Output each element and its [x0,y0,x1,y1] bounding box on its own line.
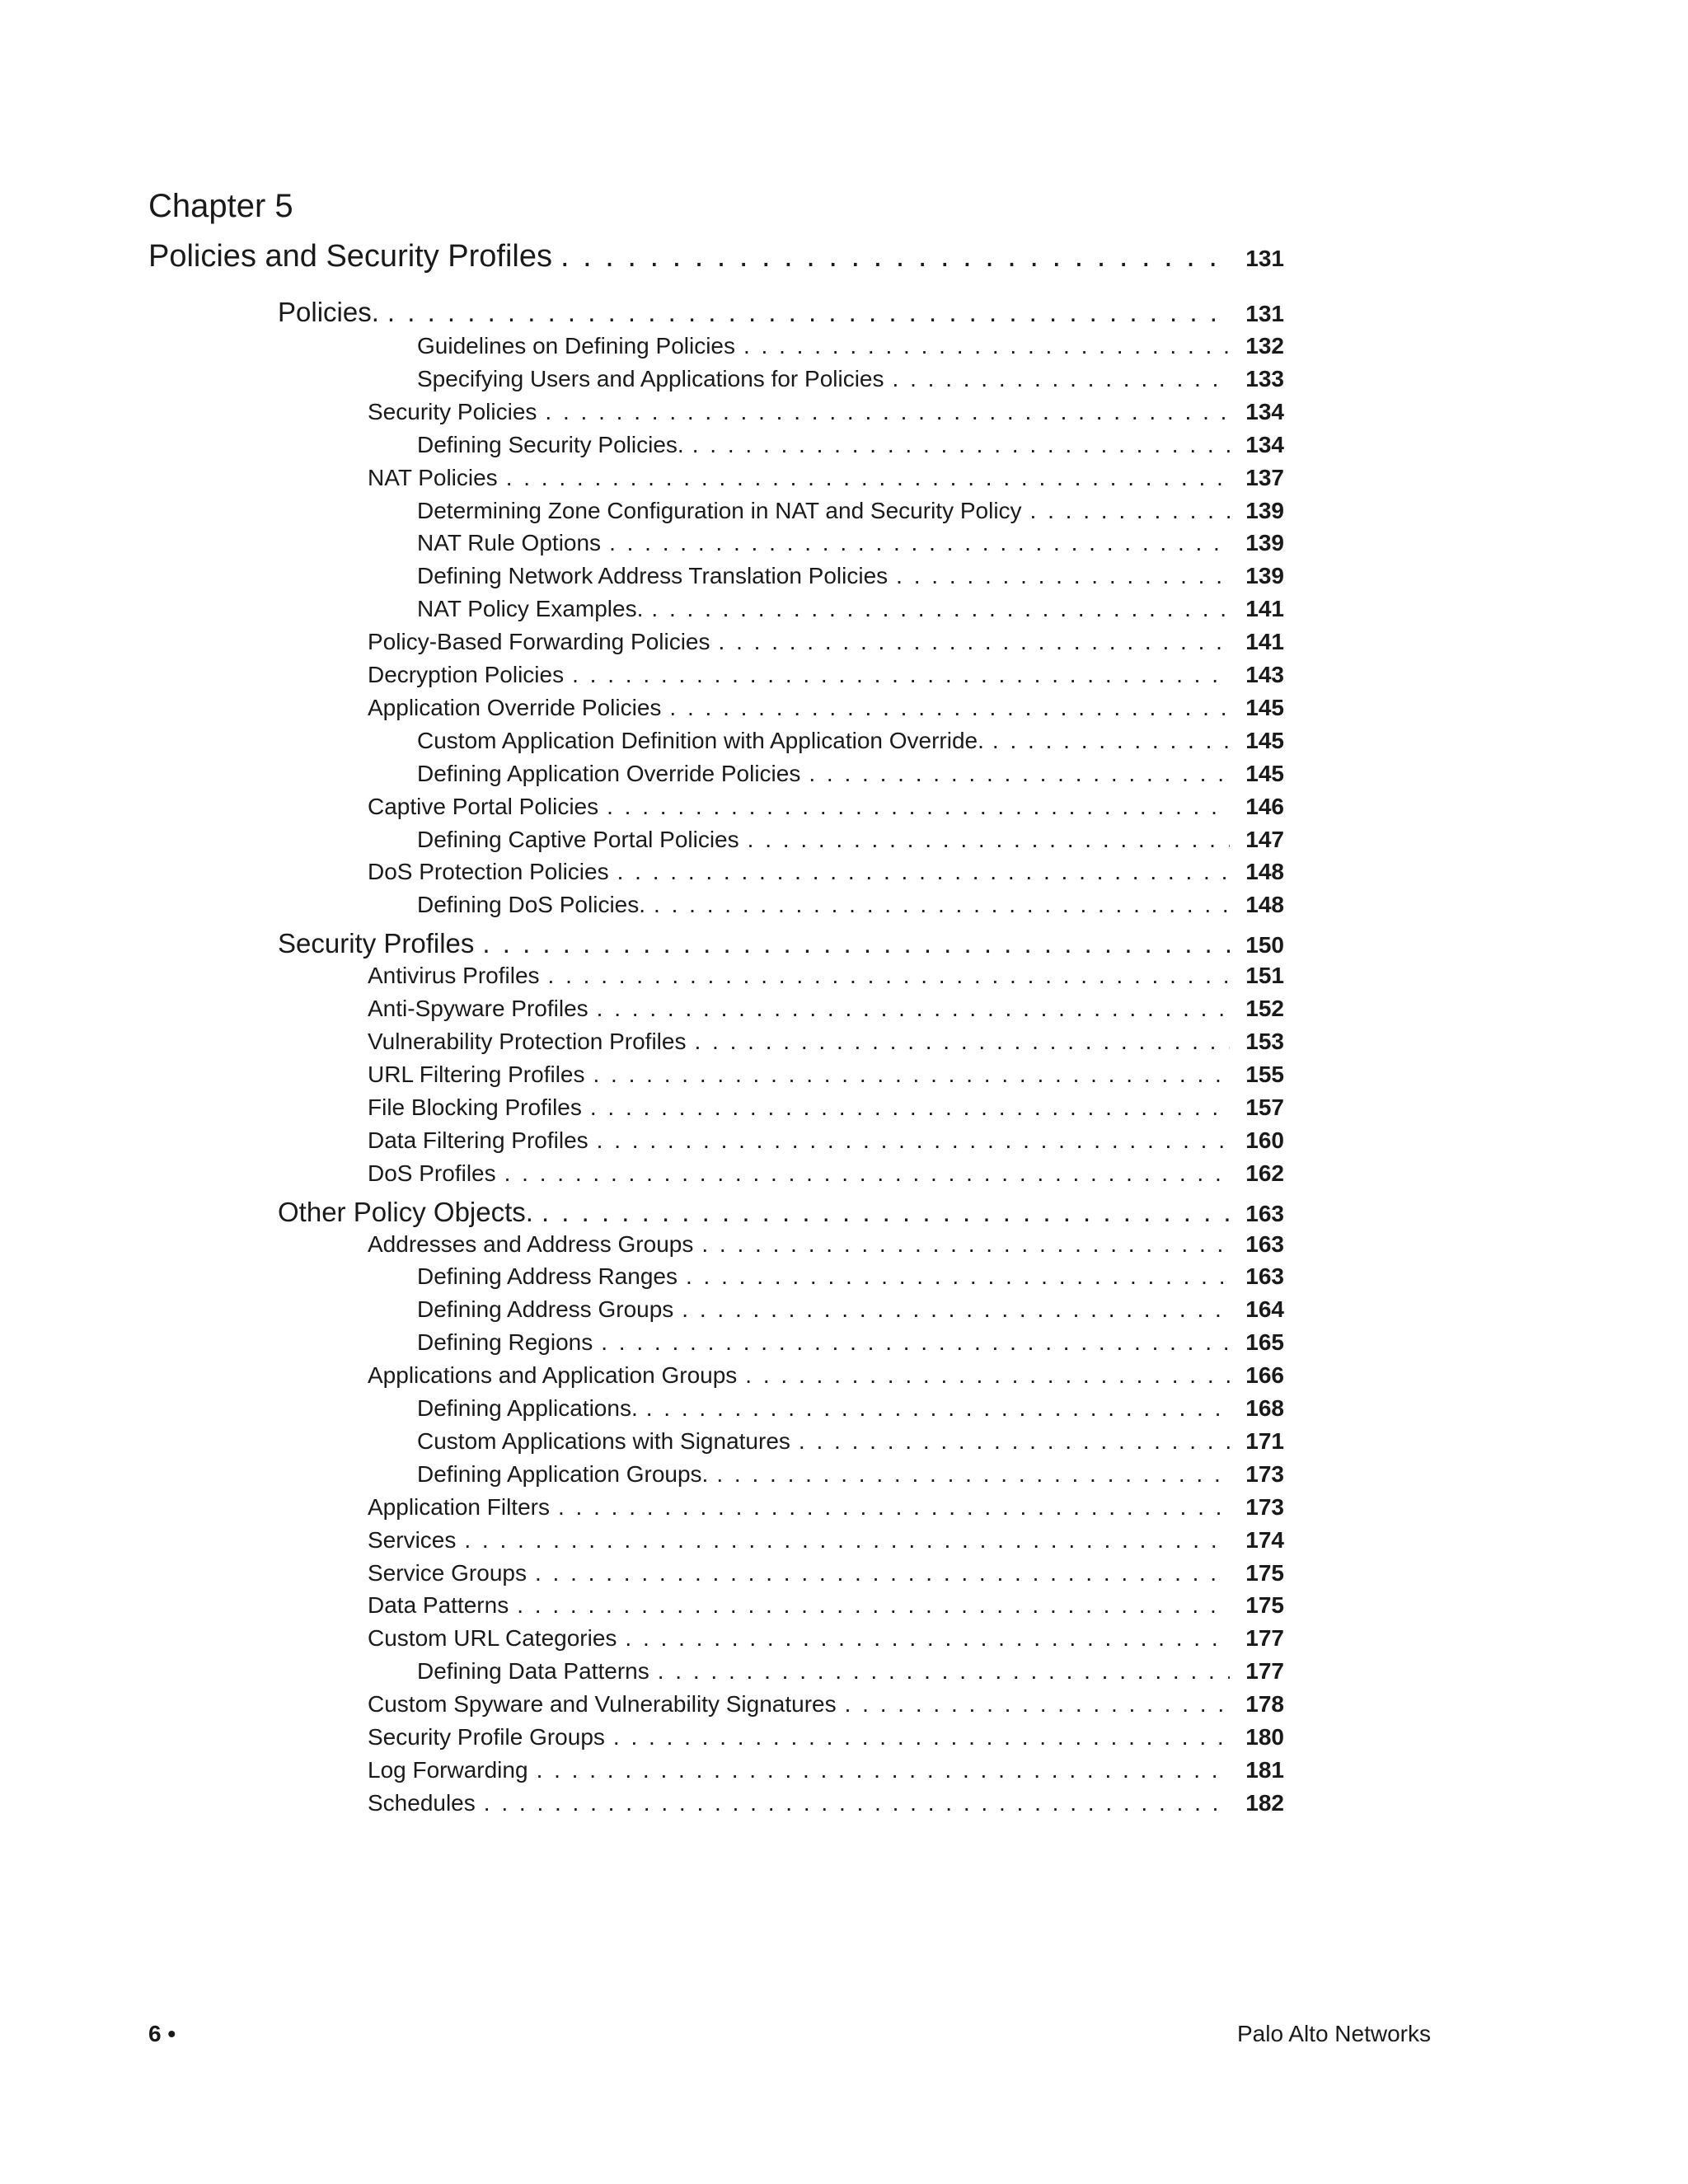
toc-entry[interactable] [368,465,1284,494]
dot-leader [613,1724,1230,1750]
toc-entry-page-number: 178 [1245,1691,1284,1718]
toc-entry-page-number: 157 [1245,1094,1284,1120]
toc-entry-page-number: 141 [1245,596,1284,622]
dot-leader [617,859,1230,885]
dot-leader [597,996,1230,1022]
toc-entry-page-number: 148 [1245,859,1284,885]
toc-entry-page-number: 132 [1245,333,1284,359]
dot-leader [597,1127,1230,1154]
toc-entry-page-number: 173 [1245,1460,1284,1487]
toc-entry-title: Defining Captive Portal Policies [417,826,739,852]
toc-entry-page-number: 177 [1245,1625,1284,1652]
toc-entry-page-number: 143 [1245,662,1284,687]
chapter-label: Chapter 5 [148,188,293,224]
dot-leader [1030,498,1230,524]
toc-entry[interactable] [368,1757,1284,1787]
dot-leader [558,1494,1230,1521]
toc-entry-title: Vulnerability Protection Profiles [368,1029,687,1054]
dot-leader [484,1790,1230,1816]
toc-entry[interactable] [368,1160,1284,1190]
toc-entry-title: Policy-Based Forwarding Policies [368,629,710,655]
toc-entry[interactable] [417,596,1284,626]
toc-entry-page-number: 163 [1245,1230,1284,1257]
footer-page-number: 6 • [148,2021,176,2046]
dot-leader [607,794,1230,820]
toc-entry-page-number: 153 [1245,1029,1284,1054]
dot-leader [542,1197,1230,1228]
toc-entry-title: Security Profiles [278,928,475,959]
dot-leader [601,1329,1230,1356]
toc-entry-title: DoS Profiles [368,1160,496,1186]
toc-entry[interactable] [417,1296,1284,1326]
toc-entry-page-number: 181 [1245,1756,1284,1783]
toc-entry[interactable] [417,333,1284,363]
toc-entry-title: Log Forwarding [368,1756,528,1783]
toc-entry-page-number: 137 [1245,464,1284,490]
toc-entry[interactable] [368,1527,1284,1557]
toc-entry[interactable] [368,996,1284,1025]
toc-entry[interactable] [417,1263,1284,1293]
dot-leader [686,1263,1230,1290]
toc-entry-page-number: 148 [1245,892,1284,918]
toc-entry-title: Data Patterns [368,1592,509,1619]
toc-entry[interactable] [417,761,1284,790]
dot-leader [694,1029,1230,1055]
dot-leader [748,827,1230,853]
toc-entry[interactable] [417,1461,1284,1491]
toc-entry-page-number: 162 [1245,1160,1284,1186]
dot-leader [682,1296,1230,1323]
toc-entry-title: Custom Applications with Signatures [417,1427,790,1454]
toc-entry[interactable] [368,1724,1284,1754]
dot-leader [692,432,1230,458]
toc-entry[interactable] [368,1560,1284,1590]
toc-entry-title: Defining Applications. [417,1395,638,1421]
toc-entry-page-number: 139 [1245,563,1284,589]
dot-leader [654,892,1230,918]
dot-leader [537,1757,1230,1783]
dot-leader [535,1560,1230,1586]
dot-leader [992,728,1230,754]
toc-entry-title: Custom Application Definition with Application Override. [417,727,984,753]
dot-leader [716,1461,1230,1488]
dot-leader [651,596,1230,622]
toc-entry-page-number: 165 [1245,1329,1284,1356]
dot-leader [845,1691,1230,1718]
dot-leader [506,465,1230,491]
toc-entry-title: Services [368,1526,457,1553]
dot-leader [593,1062,1230,1088]
dot-leader [517,1592,1230,1619]
toc-entry-title: DoS Protection Policies [368,859,609,885]
toc-section-entry[interactable] [278,928,1284,963]
toc-entry-page-number: 168 [1245,1395,1284,1421]
dot-leader [701,1231,1230,1258]
toc-entry[interactable] [368,1029,1284,1058]
toc-entry[interactable] [417,563,1284,593]
toc-entry-title: Defining Regions [417,1329,593,1356]
toc-section-entry[interactable] [148,239,1284,279]
toc-entry[interactable] [368,1094,1284,1124]
toc-entry-title: Defining Data Patterns [417,1658,649,1685]
toc-entry-title: Defining Address Ranges [417,1263,678,1290]
toc-entry-title: Defining Application Groups. [417,1460,709,1487]
toc-entry-page-number: 131 [1245,301,1284,326]
dot-leader [548,963,1230,989]
toc-entry[interactable] [417,366,1284,396]
toc-entry-page-number: 180 [1245,1724,1284,1750]
dot-leader [745,1362,1230,1389]
toc-entry-title: Application Override Policies [368,694,662,720]
toc-entry-title: Defining Network Address Translation Policies [417,563,889,589]
toc-entry[interactable] [368,794,1284,823]
toc-entry-page-number: 152 [1245,996,1284,1022]
toc-entry-title: Antivirus Profiles [368,963,540,989]
toc-entry-page-number: 174 [1245,1526,1284,1553]
toc-entry-title: Custom URL Categories [368,1625,617,1652]
toc-entry-page-number: 164 [1245,1296,1284,1323]
toc-entry[interactable] [368,859,1284,888]
toc-entry[interactable] [417,1658,1284,1688]
toc-entry-title: Applications and Application Groups [368,1362,738,1389]
toc-entry-title: Security Profile Groups [368,1724,605,1750]
dot-leader [464,1527,1230,1554]
dot-leader [669,695,1230,721]
toc-entry-title: Anti-Spyware Profiles [368,996,588,1022]
toc-entry-page-number: 175 [1245,1592,1284,1619]
dot-leader [646,1395,1230,1422]
toc-entry[interactable] [368,1592,1284,1622]
toc-entry[interactable] [368,399,1284,429]
dot-leader [590,1094,1230,1121]
toc-entry-title: NAT Policy Examples. [417,596,644,622]
toc-entry-title: Policies and Security Profiles [148,239,552,274]
toc-entry-title: Application Filters [368,1493,550,1520]
toc-entry-page-number: 145 [1245,727,1284,753]
toc-entry-page-number: 131 [1245,246,1284,271]
toc-entry[interactable] [417,1428,1284,1458]
toc-entry-page-number: 171 [1245,1427,1284,1454]
toc-entry-page-number: 175 [1245,1559,1284,1586]
toc-entry[interactable] [368,1362,1284,1392]
toc-entry-title: Captive Portal Policies [368,793,599,819]
toc-entry-title: Data Filtering Profiles [368,1127,588,1153]
toc-entry[interactable] [368,963,1284,992]
toc-entry[interactable] [417,1329,1284,1359]
toc-entry-title: Guidelines on Defining Policies [417,333,735,359]
toc-entry[interactable] [368,1127,1284,1157]
dot-leader [572,662,1230,688]
toc-entry-title: Security Policies [368,398,537,424]
toc-entry-page-number: 182 [1245,1789,1284,1816]
toc-entry[interactable] [368,1231,1284,1261]
toc-entry-title: Other Policy Objects. [278,1196,533,1227]
toc-entry-page-number: 163 [1245,1263,1284,1290]
toc-entry-page-number: 139 [1245,497,1284,523]
toc-entry[interactable] [417,530,1284,560]
toc-entry-page-number: 139 [1245,530,1284,556]
toc-entry-title: Defining DoS Policies. [417,892,646,918]
dot-leader [560,239,1230,274]
toc-entry-title: Custom Spyware and Vulnerability Signatures [368,1691,837,1718]
dot-leader [609,530,1230,556]
toc-entry-title: Addresses and Address Groups [368,1230,694,1257]
toc-entry-page-number: 151 [1245,963,1284,989]
toc-entry-page-number: 141 [1245,629,1284,655]
toc-entry-title: Defining Security Policies. [417,431,684,457]
toc-entry[interactable] [368,1790,1284,1820]
toc-entry[interactable] [368,629,1284,658]
toc-entry-page-number: 133 [1245,365,1284,391]
toc-entry-title: Decryption Policies [368,662,565,687]
dot-leader [719,629,1230,655]
toc-entry-page-number: 134 [1245,431,1284,457]
toc-entry-page-number: 163 [1245,1200,1284,1226]
toc-entry[interactable] [368,1062,1284,1091]
dot-leader [799,1428,1230,1455]
toc-entry[interactable] [368,695,1284,724]
toc-entry-page-number: 177 [1245,1658,1284,1685]
toc-entry-title: URL Filtering Profiles [368,1061,585,1087]
dot-leader [625,1625,1230,1652]
dot-leader [743,333,1230,359]
toc-entry[interactable] [368,1625,1284,1655]
toc-entry[interactable] [368,1494,1284,1524]
toc-entry-page-number: 134 [1245,398,1284,424]
dot-leader [482,928,1230,959]
toc-entry-page-number: 147 [1245,826,1284,852]
toc-entry-page-number: 166 [1245,1362,1284,1389]
toc-entry-title: Policies. [278,297,379,327]
toc-entry-title: Specifying Users and Applications for Policies [417,365,884,391]
dot-leader [809,761,1230,787]
toc-entry-page-number: 173 [1245,1493,1284,1520]
toc-entry-title: Defining Application Override Policies [417,760,801,786]
toc-section-entry[interactable] [278,1197,1284,1231]
toc-entry-page-number: 145 [1245,760,1284,786]
dot-leader [658,1658,1230,1685]
toc-entry[interactable] [417,827,1284,856]
toc-entry-page-number: 160 [1245,1127,1284,1153]
toc-entry-title: Schedules [368,1789,476,1816]
toc-entry[interactable] [368,662,1284,691]
toc-entry[interactable] [417,432,1284,462]
toc-section-entry[interactable] [278,297,1284,331]
toc-entry[interactable] [417,728,1284,757]
toc-entry-title: NAT Rule Options [417,530,602,556]
toc-entry-title: Determining Zone Configuration in NAT and Security Policy [417,497,1022,523]
toc-entry[interactable] [417,892,1284,921]
dot-leader [893,366,1230,392]
toc-entry-title: NAT Policies [368,464,498,490]
toc-entry-page-number: 146 [1245,793,1284,819]
dot-leader [504,1160,1230,1187]
toc-entry-title: File Blocking Profiles [368,1094,582,1120]
dot-leader [387,297,1230,328]
footer-company-name: Palo Alto Networks [1237,2021,1431,2046]
toc-entry[interactable] [368,1691,1284,1721]
toc-entry-page-number: 145 [1245,694,1284,720]
toc-entry-title: Service Groups [368,1559,527,1586]
dot-leader [896,563,1230,589]
dot-leader [545,399,1230,425]
toc-entry-page-number: 155 [1245,1061,1284,1087]
toc-entry-page-number: 150 [1245,932,1284,958]
toc-entry[interactable] [417,498,1284,527]
toc-entry-title: Defining Address Groups [417,1296,674,1323]
toc-entry[interactable] [417,1395,1284,1425]
